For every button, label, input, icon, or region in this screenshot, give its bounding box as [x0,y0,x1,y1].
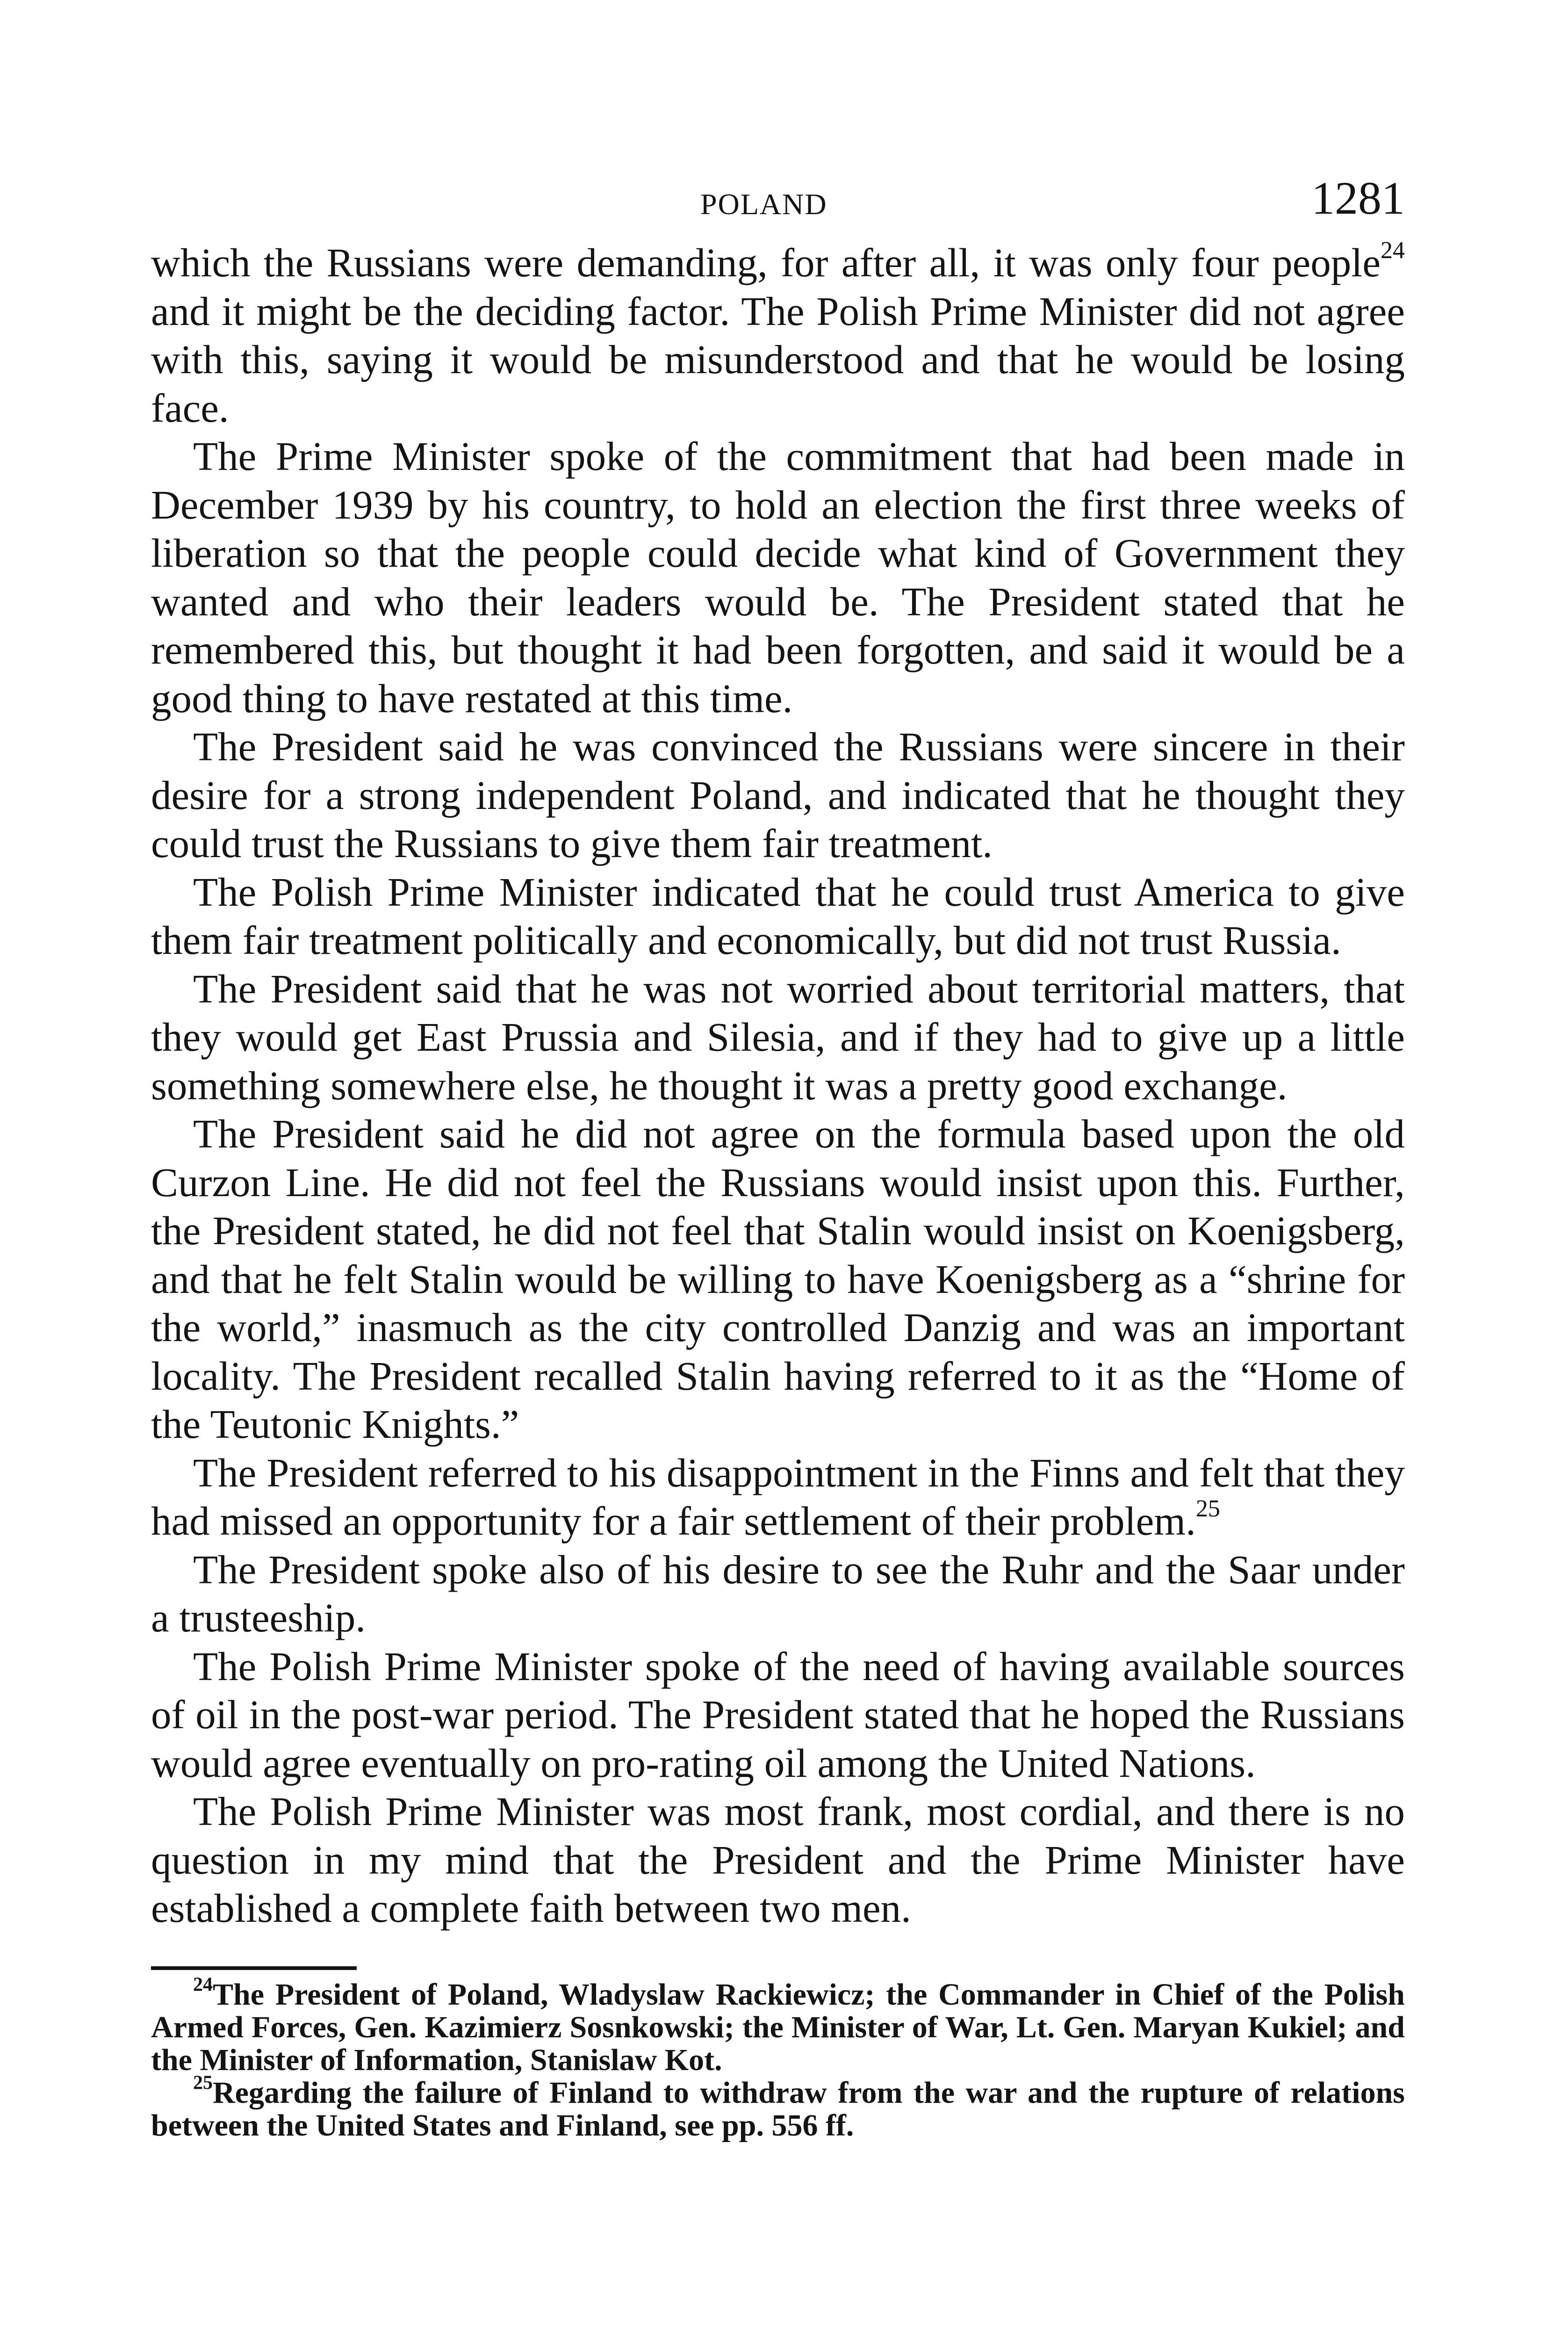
paragraph [151,238,1405,432]
paragraph: The Polish Prime Minister indicated that he could trust America to give them fair treatment politically and economically, but did not trust Russia. [151,869,1405,963]
page-header [151,168,1405,238]
body-text [151,238,1405,1933]
paragraph: The President spoke also of his desire to see the Ruhr and the Saar under a trusteeship. [151,1546,1405,1640]
paragraph-text: and it might be the deciding factor. The Polish Prime Minister did not agree with this, saying it would be misunderstood and that he would be losing face. [151,288,1405,431]
footnote-reference: 25 [1195,1495,1220,1522]
footnote-number: 24 [193,1974,213,1996]
paragraph-text: which the Russians were demanding, for after all, it was only four people [151,240,1381,285]
document-page [151,168,1405,2142]
paragraph: The Polish Prime Minister spoke of the need of having available sources of oil in the post-war period. The President stated that he hoped the Russians would agree eventually on pro-rating oil among the United Nations. [151,1643,1405,1786]
paragraph: The President said that he was not worried about territorial matters, that they would get East Prussia and Silesia, and if they had to give up a little something somewhere else, he thought it was a pretty good exchange. [151,966,1405,1108]
paragraph: The President said he was convinced the Russians were sincere in their desire for a strong independent Poland, and indicated that he thought they could trust the Russians to give them fair treatment. [151,724,1405,866]
footnote-text: Regarding the failure of Finland to withdraw from the war and the rupture of relations between the United States and Finland, see pp. 556 ff. [151,2075,1405,2143]
paragraph [151,1449,1405,1545]
paragraph: The President said he did not agree on the formula based upon the old Curzon Line. He did not feel the Russians would insist upon this. Further, the President stated, he did not feel that Stalin would insist on Koenigsberg, and that he felt Stalin would be willing to have Koenigsberg as a “shrine for the world,” inasmuch as the city controlled Danzig and was an important locality. The President recalled Stalin having referred to it as the “Home of the Teutonic Knights.” [151,1111,1405,1447]
footnotes [151,1974,1405,2143]
footnote-text: The President of Poland, Wladyslaw Rackiewicz; the Commander in Chief of the Polish Armed Forces, Gen. Kazimierz Sosnkowski; the Minister of War, Lt. Gen. Maryan Kukiel; and the Minister of Information, Stanislaw Kot. [151,1977,1405,2077]
paragraph: The Polish Prime Minister was most frank, most cordial, and there is no question in my mind that the President and the Prime Minister have established a complete faith between two men. [151,1789,1405,1931]
paragraph: The Prime Minister spoke of the commitment that had been made in December 1939 by his country, to hold an election the first three weeks of liberation so that the people could decide what kind of Government they wanted and who their leaders would be. The President stated that he remembered this, but thought it had been forgotten, and said it would be a good thing to have restated at this time. [151,433,1405,721]
footnote-number: 25 [193,2072,213,2094]
running-head: POLAND [700,188,827,221]
footnote-divider [151,1966,357,1970]
footnote-reference: 24 [1381,237,1405,264]
page-number: 1281 [1311,172,1405,224]
footnote [151,1974,1405,2077]
paragraph-text: The President referred to his disappointment in the Finns and felt that they had missed an opportunity for a fair settlement of their problem. [151,1450,1405,1544]
footnote [151,2072,1405,2143]
